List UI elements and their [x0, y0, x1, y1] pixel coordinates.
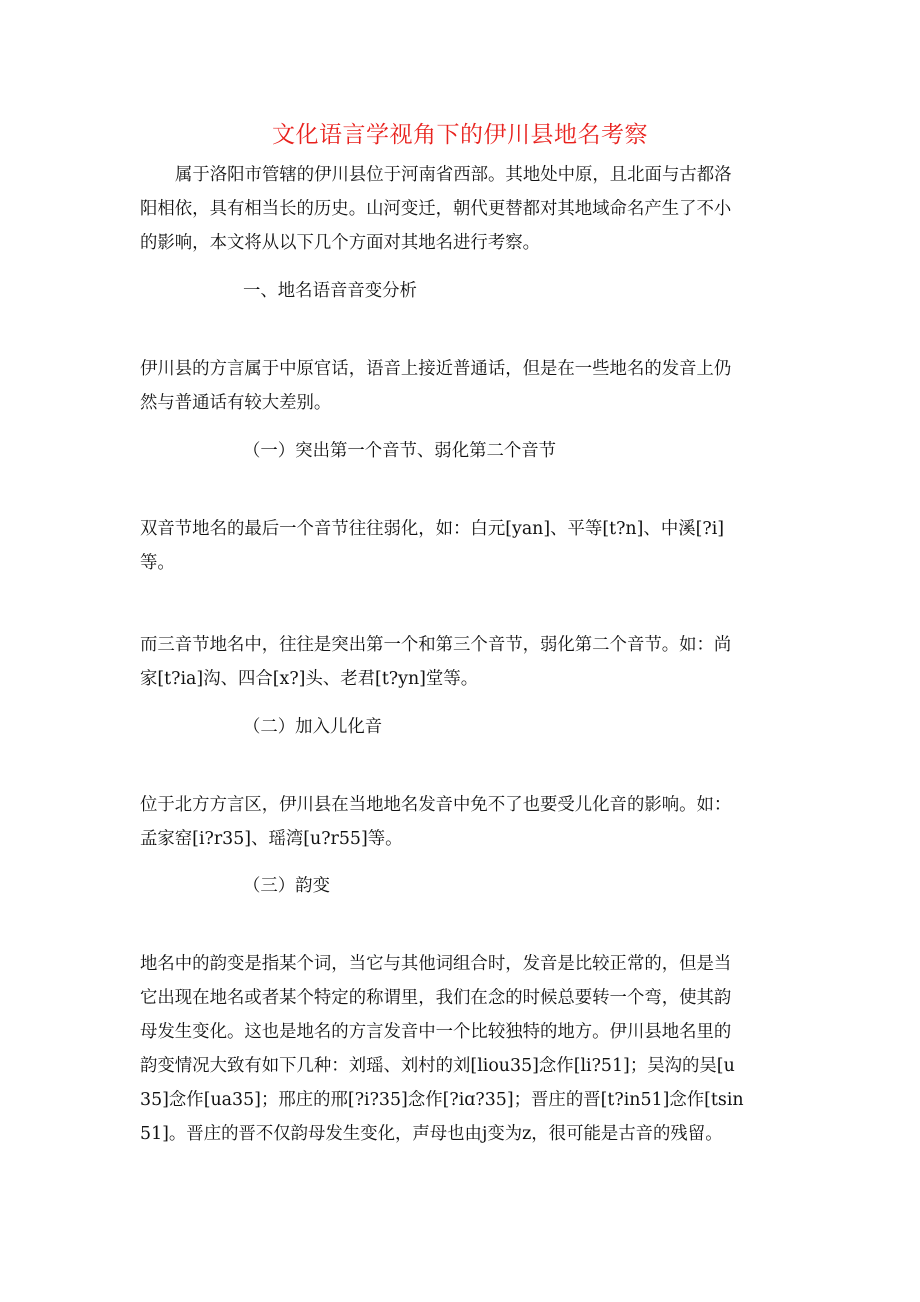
- sub1-paragraph-2: [140, 628, 780, 696]
- subsection-heading-2: （二）加入儿化音: [243, 717, 383, 737]
- sub1-para1-line-1: 双音节地名的最后一个音节往往弱化，如：白元[yan]、平等[t?n]、中溪[?i]: [140, 519, 725, 539]
- sub3-line-4: 韵变情况大致有如下几种：刘瑶、刘村的刘[liou35]念作[li?51]；吴沟的吴[u: [140, 1056, 735, 1076]
- sub2-line-2: 孟家窑[i?r35]、瑶湾[u?r55]等。: [140, 829, 403, 849]
- sub2-paragraph: [140, 788, 780, 856]
- sub3-line-6: 51]。晋庄的晋不仅韵母发生变化，声母也由j变为z，很可能是古音的残留。: [140, 1124, 723, 1144]
- sub3-line-2: 它出现在地名或者某个特定的称谓里，我们在念的时候总要转一个弯，使其韵: [140, 988, 732, 1008]
- section1-paragraph: [140, 352, 780, 420]
- intro-line-3: 的影响，本文将从以下几个方面对其地名进行考察。: [140, 233, 540, 253]
- intro-line-1: 属于洛阳市管辖的伊川县位于河南省西部。其地处中原，且北面与古都洛: [175, 165, 732, 185]
- sub3-line-1: 地名中的韵变是指某个词，当它与其他词组合时，发音是比较正常的，但是当: [140, 954, 732, 974]
- section1-line-2: 然与普通话有较大差别。: [140, 393, 332, 413]
- sub3-paragraph: [140, 947, 780, 1151]
- sub3-line-5: 35]念作[ua35]；邢庄的邢[?i?35]念作[?iɑ?35]；晋庄的晋[t?in51]念作[tsin: [140, 1090, 744, 1110]
- intro-paragraph: [140, 158, 780, 260]
- sub2-line-1: 位于北方方言区，伊川县在当地地名发音中免不了也要受儿化音的影响。如：: [140, 795, 732, 815]
- subsection-heading-3: （三）韵变: [243, 876, 330, 896]
- sub1-para2-line-2: 家[t?ia]沟、四合[x?]头、老君[t?yn]堂等。: [140, 669, 479, 689]
- sub1-para1-line-2: 等。: [140, 553, 175, 573]
- subsection-heading-1: （一）突出第一个音节、弱化第二个音节: [243, 441, 557, 461]
- section1-line-1: 伊川县的方言属于中原官话，语音上接近普通话，但是在一些地名的发音上仍: [140, 359, 732, 379]
- sub1-paragraph-1: [140, 512, 780, 580]
- intro-line-2: 阳相依，具有相当长的历史。山河变迁，朝代更替都对其地域命名产生了不小: [140, 199, 732, 219]
- document-title: 文化语言学视角下的伊川县地名考察: [272, 122, 648, 148]
- sub3-line-3: 母发生变化。这也是地名的方言发音中一个比较独特的地方。伊川县地名里的: [140, 1022, 732, 1042]
- section-heading-1: 一、地名语音音变分析: [243, 281, 417, 301]
- sub1-para2-line-1: 而三音节地名中，往往是突出第一个和第三个音节，弱化第二个音节。如：尚: [140, 635, 732, 655]
